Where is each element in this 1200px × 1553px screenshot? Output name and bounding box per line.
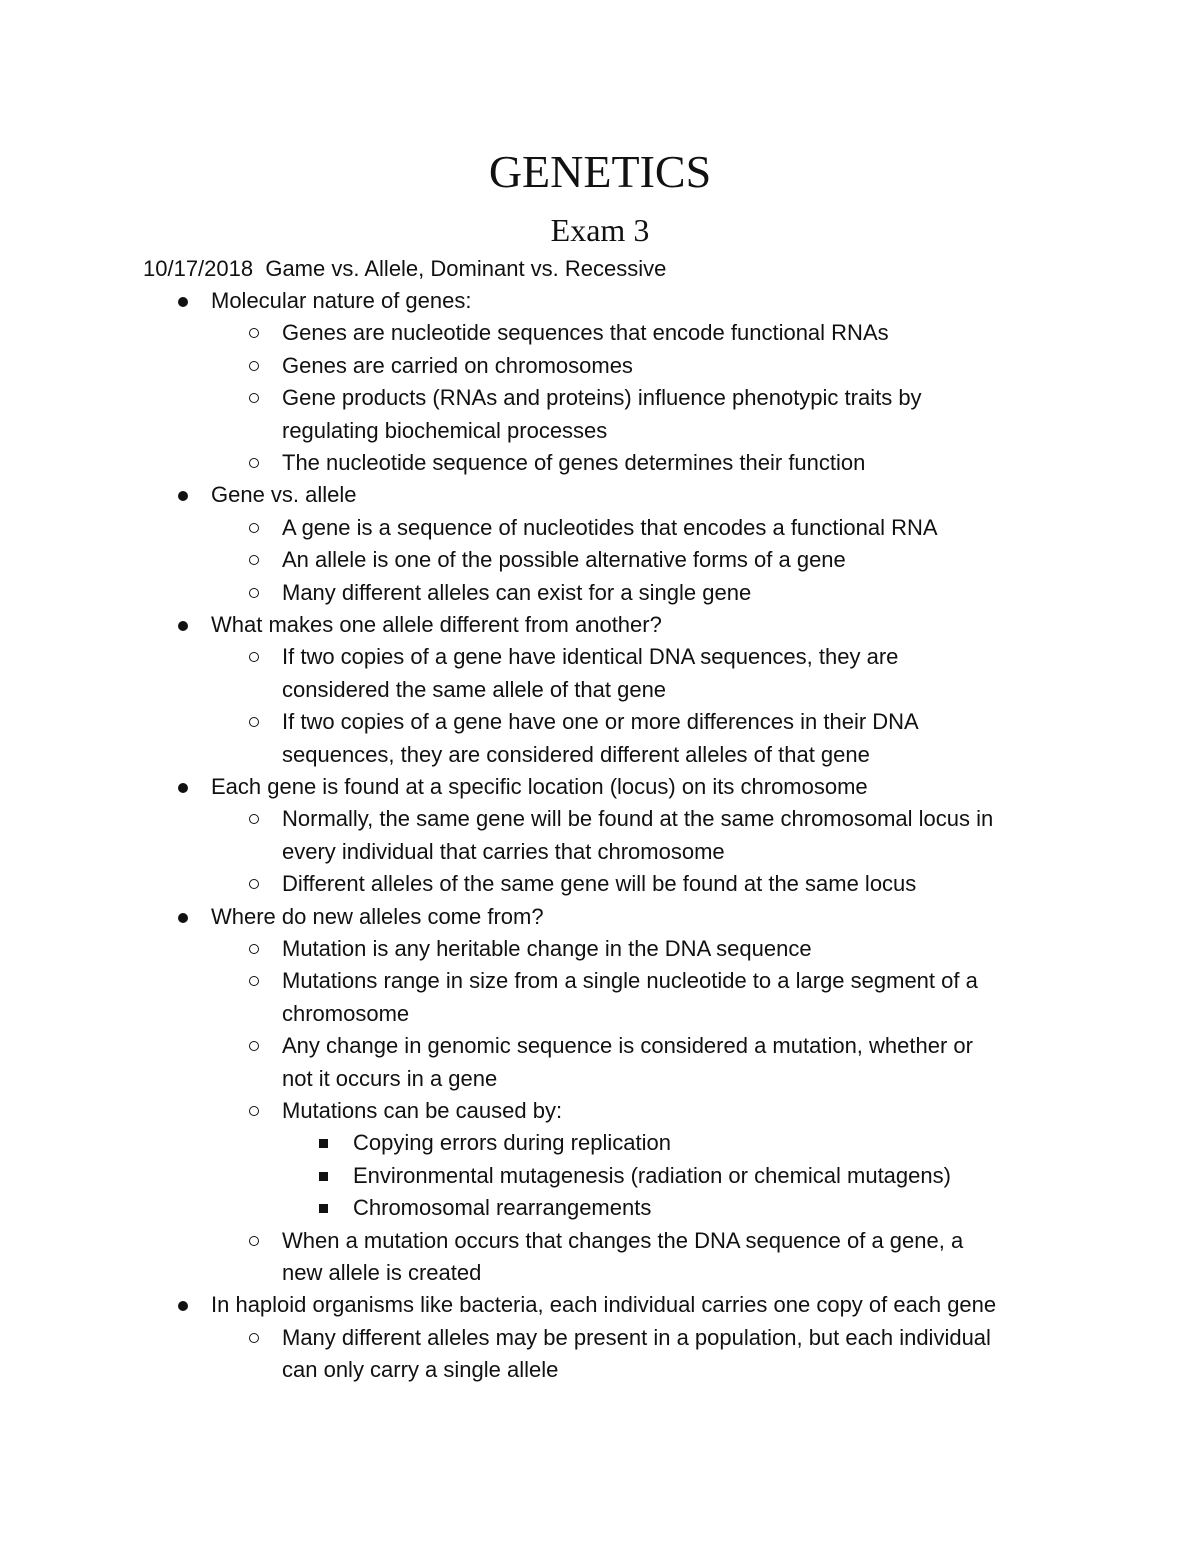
list-item-continuation: chromosome bbox=[282, 1001, 410, 1026]
list-item-level-2: Different alleles of the same gene will be found at the same locus bbox=[282, 871, 917, 896]
hollow-circle-bullet-icon bbox=[249, 1106, 259, 1116]
filled-circle-bullet-icon bbox=[178, 783, 188, 793]
square-bullet-icon bbox=[319, 1172, 328, 1181]
list-item-level-1: In haploid organisms like bacteria, each individual carries one copy of each gene bbox=[211, 1292, 997, 1317]
list-item-level-1: Gene vs. allele bbox=[211, 482, 357, 507]
list-item-continuation: every individual that carries that chromosome bbox=[282, 839, 725, 864]
hollow-circle-bullet-icon bbox=[249, 1041, 259, 1051]
list-item-level-1: Molecular nature of genes: bbox=[211, 288, 472, 313]
filled-circle-bullet-icon bbox=[178, 297, 188, 307]
list-item-continuation: regulating biochemical processes bbox=[282, 418, 608, 443]
list-item-level-1: Where do new alleles come from? bbox=[211, 904, 544, 929]
filled-circle-bullet-icon bbox=[178, 621, 188, 631]
hollow-circle-bullet-icon bbox=[249, 652, 259, 662]
list-item-level-3: Environmental mutagenesis (radiation or chemical mutagens) bbox=[353, 1163, 951, 1188]
hollow-circle-bullet-icon bbox=[249, 328, 259, 338]
filled-circle-bullet-icon bbox=[178, 913, 188, 923]
list-item-level-1: What makes one allele different from another? bbox=[211, 612, 662, 637]
hollow-circle-bullet-icon bbox=[249, 717, 259, 727]
hollow-circle-bullet-icon bbox=[249, 555, 259, 565]
square-bullet-icon bbox=[319, 1204, 328, 1213]
filled-circle-bullet-icon bbox=[178, 491, 188, 501]
list-item-level-2: A gene is a sequence of nucleotides that encodes a functional RNA bbox=[282, 515, 938, 540]
hollow-circle-bullet-icon bbox=[249, 944, 259, 954]
date-topic-line: 10/17/2018 Game vs. Allele, Dominant vs. Recessive bbox=[143, 256, 667, 281]
list-item-continuation: can only carry a single allele bbox=[282, 1357, 559, 1382]
hollow-circle-bullet-icon bbox=[249, 523, 259, 533]
document-title: GENETICS bbox=[488, 146, 712, 197]
list-item-level-2: If two copies of a gene have identical DNA sequences, they are bbox=[282, 644, 899, 669]
hollow-circle-bullet-icon bbox=[249, 1236, 259, 1246]
hollow-circle-bullet-icon bbox=[249, 393, 259, 403]
list-item-level-2: If two copies of a gene have one or more differences in their DNA bbox=[282, 709, 919, 734]
hollow-circle-bullet-icon bbox=[249, 814, 259, 824]
list-item-level-2: Many different alleles may be present in a population, but each individual bbox=[282, 1325, 991, 1350]
list-item-level-2: The nucleotide sequence of genes determines their function bbox=[282, 450, 866, 475]
list-item-continuation: sequences, they are considered different alleles of that gene bbox=[282, 742, 870, 767]
filled-circle-bullet-icon bbox=[178, 1301, 188, 1311]
list-item-level-3: Chromosomal rearrangements bbox=[353, 1195, 652, 1220]
list-item-continuation: not it occurs in a gene bbox=[282, 1066, 498, 1091]
hollow-circle-bullet-icon bbox=[249, 976, 259, 986]
list-item-continuation: new allele is created bbox=[282, 1260, 482, 1285]
list-item-level-2: Any change in genomic sequence is considered a mutation, whether or bbox=[282, 1033, 973, 1058]
hollow-circle-bullet-icon bbox=[249, 1333, 259, 1343]
list-item-level-2: When a mutation occurs that changes the DNA sequence of a gene, a bbox=[282, 1228, 964, 1253]
list-item-level-2: Mutation is any heritable change in the DNA sequence bbox=[282, 936, 812, 961]
list-item-level-2: Gene products (RNAs and proteins) influence phenotypic traits by bbox=[282, 385, 922, 410]
list-item-level-3: Copying errors during replication bbox=[353, 1130, 671, 1155]
square-bullet-icon bbox=[319, 1139, 328, 1148]
hollow-circle-bullet-icon bbox=[249, 879, 259, 889]
list-item-level-2: Mutations can be caused by: bbox=[282, 1098, 563, 1123]
hollow-circle-bullet-icon bbox=[249, 458, 259, 468]
list-item-level-2: Many different alleles can exist for a single gene bbox=[282, 580, 752, 605]
list-item-level-2: An allele is one of the possible alternative forms of a gene bbox=[282, 547, 846, 572]
list-item-continuation: considered the same allele of that gene bbox=[282, 677, 667, 702]
list-item-level-2: Normally, the same gene will be found at the same chromosomal locus in bbox=[282, 806, 994, 831]
hollow-circle-bullet-icon bbox=[249, 588, 259, 598]
list-item-level-1: Each gene is found at a specific location (locus) on its chromosome bbox=[211, 774, 868, 799]
list-item-level-2: Genes are nucleotide sequences that encode functional RNAs bbox=[282, 320, 889, 345]
list-item-level-2: Mutations range in size from a single nucleotide to a large segment of a bbox=[282, 968, 978, 993]
list-item-level-2: Genes are carried on chromosomes bbox=[282, 353, 633, 378]
hollow-circle-bullet-icon bbox=[249, 361, 259, 371]
document-subtitle: Exam 3 bbox=[550, 212, 650, 248]
